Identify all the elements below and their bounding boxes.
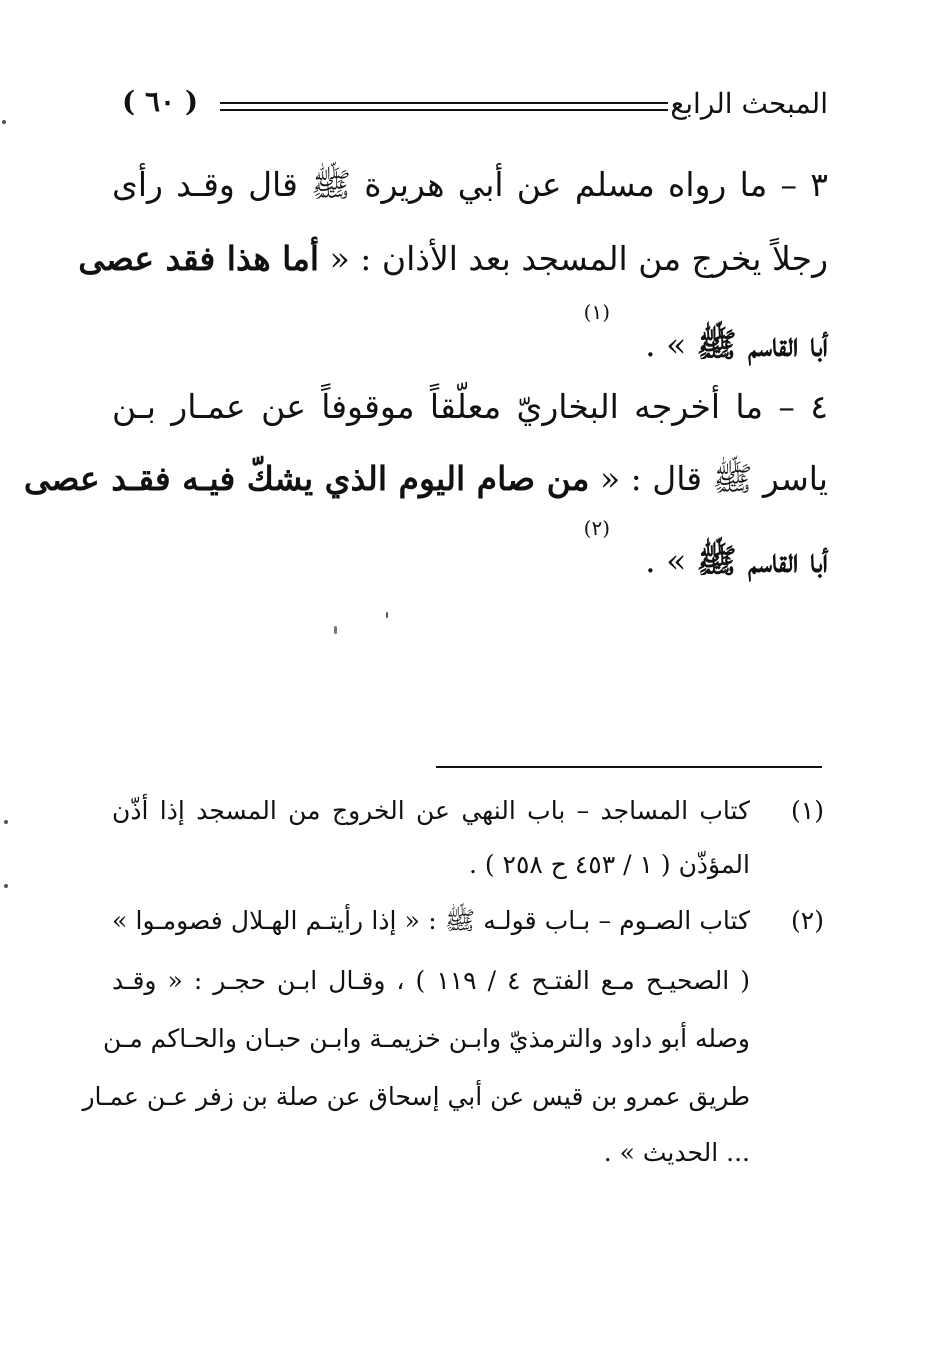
scan-speck (334, 626, 337, 634)
paragraph-2-closing: » . (645, 541, 697, 580)
scan-speck (386, 612, 388, 618)
footnote-2-line-2: ( الصحيـح مـع الفتـح ٤ / ١١٩ ) ، وقـال ابـن حجـر : « وقـد (112, 966, 751, 995)
footnote-2-line-5: ... الحديث » . (603, 1138, 750, 1167)
footnote-2-line-1: كتاب الصـوم – بـاب قولـه ﷺ : « إذا رأيتـم الهـلال فصومـوا » (112, 906, 750, 935)
footnote-number-2: (٢) (791, 906, 824, 935)
paragraph-1-quote-end: أبا القاسم ﷺ (696, 325, 828, 364)
footnote-2-line-3: وصله أبو داود والترمذيّ وابـن خزيمـة وابـن حبـان والحـاكم مـن (102, 1024, 750, 1053)
paragraph-2-line-3 (112, 536, 828, 586)
footnote-1-line-1: كتاب المساجد – باب النهي عن الخروج من المسجد إذا أذّن (112, 796, 750, 825)
scan-speck (4, 820, 8, 824)
paragraph-2-line-2 (23, 454, 828, 504)
paragraph-1-line-2 (78, 234, 828, 284)
paragraph-1-line-1: ٣ – ما رواه مسلم عن أبي هريرة ﷺ قال وقـد رأى (112, 165, 828, 204)
paragraph-2-quote: من صام اليوم الذي يشكّ فيـه فقـد عصى (23, 459, 590, 498)
footnote-1-line-2: المؤذّن ( ١ / ٤٥٣ ح ٢٥٨ ) . (468, 850, 750, 879)
footnote-separator (436, 766, 822, 768)
paragraph-1-line-3 (112, 320, 828, 370)
paragraph-2-line-2-text: ياسر ﷺ قال : « (589, 459, 828, 498)
scan-speck (4, 884, 8, 888)
paragraph-2-quote-end: أبا القاسم ﷺ (696, 541, 828, 580)
footnote-mark-1: (١) (583, 300, 610, 324)
header-double-rule (220, 102, 668, 111)
page-number: ( ٦٠ ) (122, 85, 199, 118)
section-title: المبحث الرابع (670, 87, 828, 120)
page-header (112, 84, 828, 124)
paragraph-2-line-1: ٤ – ما أخرجه البخاريّ معلّقاً موقوفاً عن عمـار بـن (112, 387, 828, 426)
scan-speck (2, 120, 6, 124)
footnote-2-line-4: طريق عمرو بن قيس عن أبي إسحاق عن صلة بن زفر عـن عمـار (82, 1082, 750, 1111)
footnote-number-1: (١) (791, 796, 824, 825)
paragraph-1-line-2-text: رجلاً يخرج من المسجد بعد الأذان : « (319, 239, 828, 278)
paragraph-1-closing: » . (645, 325, 697, 364)
paragraph-1-quote: أما هذا فقد عصى (78, 239, 320, 278)
footnote-mark-2: (٢) (583, 516, 610, 540)
